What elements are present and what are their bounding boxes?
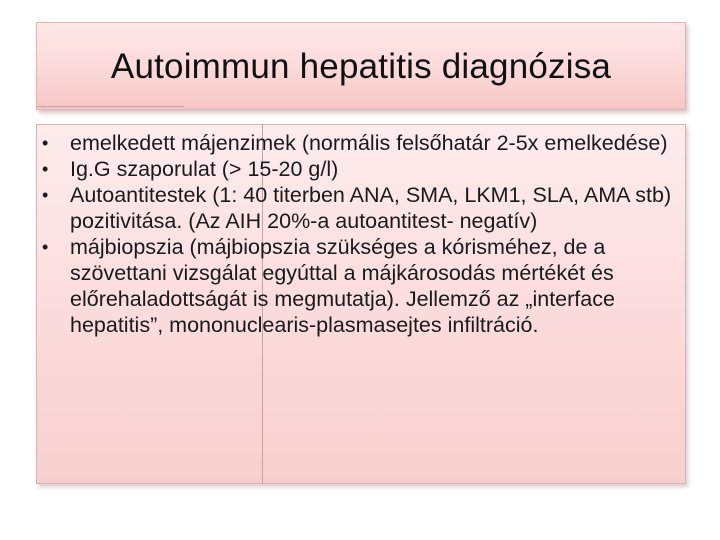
bullet-text: Ig.G szaporulat (> 15-20 g/l) — [70, 157, 339, 181]
bullet-text: emelkedett májenzimek (normális felsőhatár 2-5x emelkedése) — [70, 131, 668, 155]
bullet-dot-icon: • — [42, 185, 49, 205]
bullet-item — [34, 130, 684, 156]
bullet-list — [34, 130, 684, 338]
title-box — [36, 22, 686, 110]
bullet-dot-icon: • — [42, 133, 49, 153]
bullet-text: májbiopszia (májbiopszia szükséges a kórisméhez, de a szövettani vizsgálat egyúttal a májkárosodás mértékét és előrehaladottságát is megmutatja). Jellemző az „interface hepatitis”, mononuclearis-plasmasejtes infiltráció. — [70, 235, 615, 337]
bullet-text: Autoantitestek (1: 40 titerben ANA, SMA, LKM1, SLA, AMA stb) pozitivitása. (Az AIH 20%-a autoantitest- negatív) — [70, 183, 672, 233]
bullet-item — [34, 156, 684, 182]
bullet-item — [34, 234, 684, 338]
bullet-dot-icon: • — [42, 159, 49, 179]
bullet-item — [34, 182, 684, 234]
bullet-dot-icon: • — [42, 237, 49, 257]
slide-title: Autoimmun hepatitis diagnózisa — [110, 47, 612, 86]
title-underline-decoration — [36, 106, 184, 107]
